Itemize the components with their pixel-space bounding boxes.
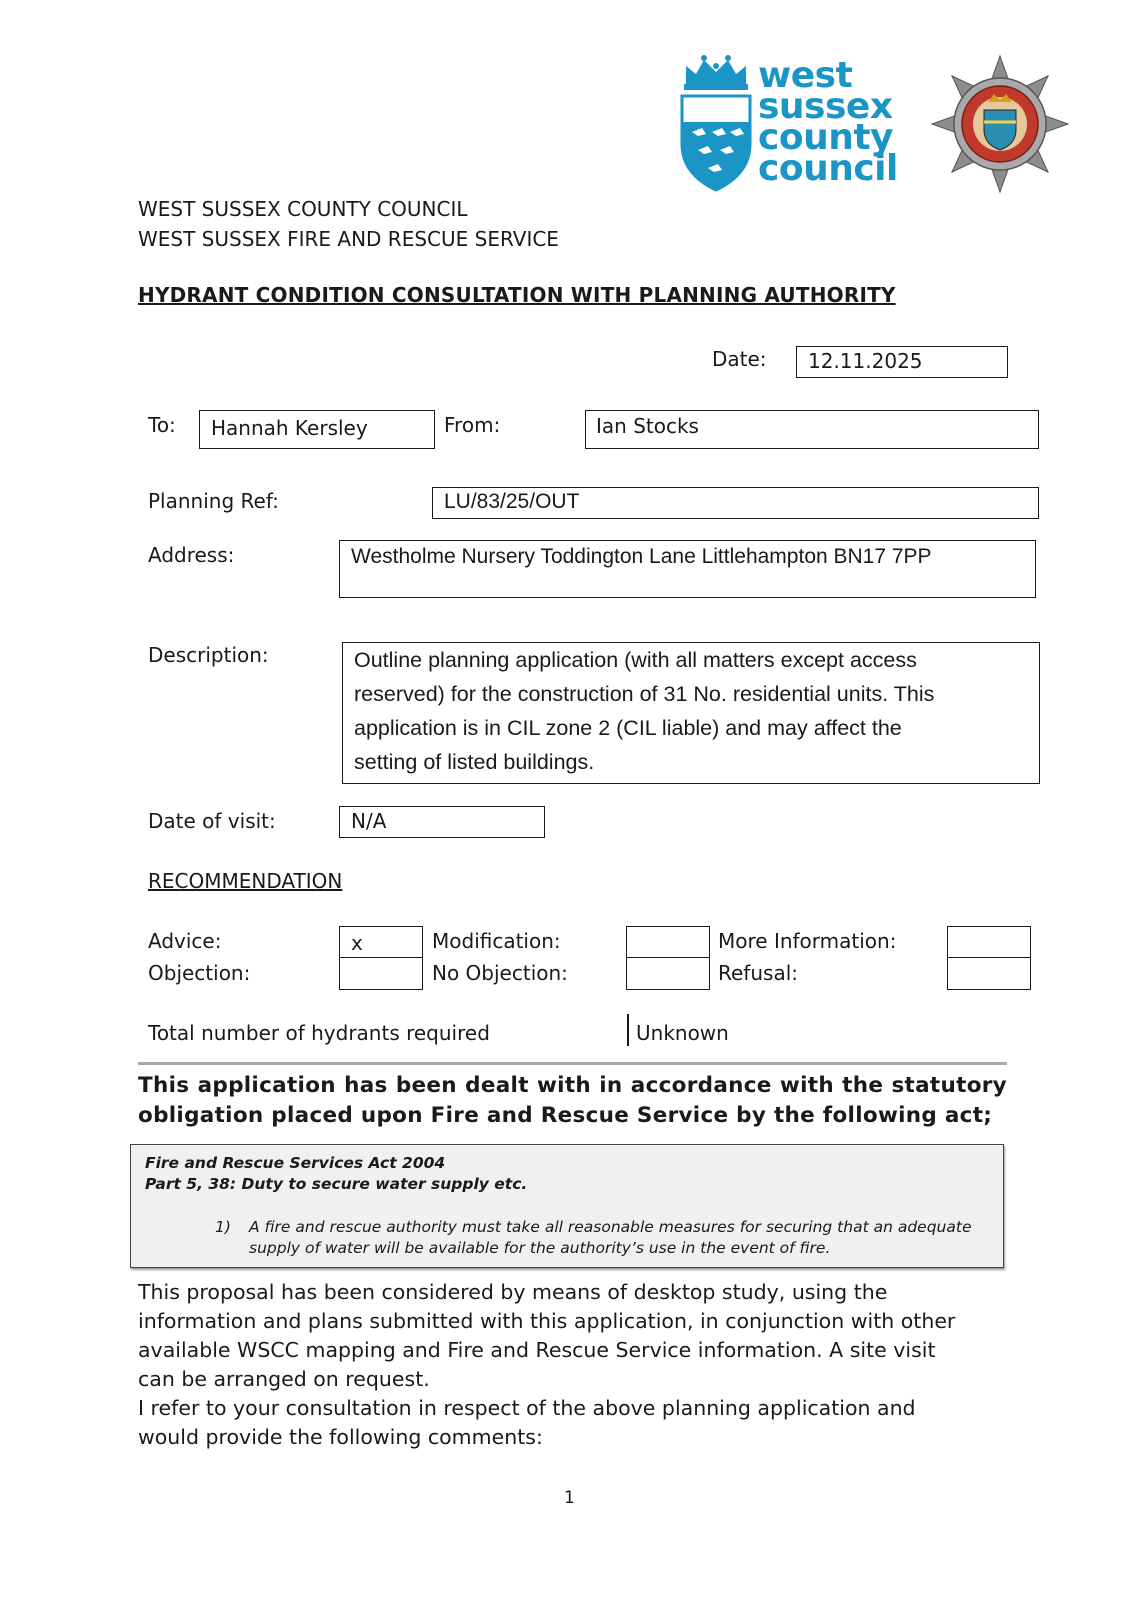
body-line: available WSCC mapping and Fire and Rescue Service information. A site visit: [138, 1338, 936, 1362]
act-title: Fire and Rescue Services Act 2004: [145, 1154, 446, 1172]
planning-ref-value: LU/83/25/OUT: [444, 490, 580, 513]
statutory-statement: [138, 1071, 1007, 1131]
wordmark-line: council: [758, 148, 898, 189]
refusal-checkbox[interactable]: [947, 957, 1031, 990]
wscc-crest-icon: [678, 52, 754, 194]
address-field[interactable]: [339, 540, 1036, 598]
visit-date-value: N/A: [351, 809, 387, 833]
body-line: information and plans submitted with this application, in conjunction with other: [138, 1309, 956, 1333]
body-line: This proposal has been considered by means of desktop study, using the: [138, 1280, 888, 1304]
date-value: 12.11.2025: [808, 349, 923, 373]
wscc-wordmark: [758, 55, 898, 189]
clause-text-line: A fire and rescue authority must take all reasonable measures for securing that an adequate: [249, 1218, 972, 1236]
address-value: Westholme Nursery Toddington Lane Littlehampton BN17 7PP: [351, 545, 932, 568]
more-information-label: More Information:: [718, 929, 897, 953]
modification-checkbox[interactable]: [626, 926, 710, 959]
wordmark-line: west: [758, 55, 853, 96]
more-information-checkbox[interactable]: [947, 926, 1031, 959]
planning-ref-label: Planning Ref:: [148, 489, 279, 513]
body-line: would provide the following comments:: [138, 1425, 543, 1449]
recommendation-heading: RECOMMENDATION: [148, 869, 343, 893]
legislation-box: [130, 1144, 1004, 1268]
hydrants-required-label: Total number of hydrants required: [148, 1021, 490, 1045]
org-name-fire-service: WEST SUSSEX FIRE AND RESCUE SERVICE: [138, 227, 559, 251]
to-label: To:: [148, 413, 176, 437]
clause-text-line: supply of water will be available for the authority’s use in the event of fire.: [249, 1239, 831, 1257]
wordmark-line: sussex: [758, 86, 893, 127]
description-field[interactable]: [342, 642, 1040, 784]
to-field[interactable]: [199, 410, 435, 449]
modification-label: Modification:: [432, 929, 561, 953]
page-number: 1: [564, 1488, 575, 1508]
advice-label: Advice:: [148, 929, 222, 953]
no-objection-checkbox[interactable]: [626, 957, 710, 990]
page-title: HYDRANT CONDITION CONSULTATION WITH PLANNING AUTHORITY: [138, 283, 896, 307]
visit-date-label: Date of visit:: [148, 809, 276, 833]
description-text: [354, 643, 934, 779]
statutory-line: obligation placed upon Fire and Rescue Service by the following act;: [138, 1103, 993, 1128]
hydrants-required-value: Unknown: [636, 1021, 729, 1045]
objection-checkbox[interactable]: [339, 957, 423, 990]
description-line: application is in CIL zone 2 (CIL liable) and may affect the: [354, 716, 902, 740]
from-value: Ian Stocks: [596, 414, 699, 438]
planning-ref-field[interactable]: [432, 487, 1039, 519]
advice-checkbox[interactable]: [339, 926, 423, 959]
from-label: From:: [444, 413, 501, 437]
date-field[interactable]: [796, 346, 1008, 378]
organisation-header: [138, 194, 559, 254]
description-line: setting of listed buildings.: [354, 750, 595, 774]
statutory-line: This application has been dealt with in accordance with the statutory: [138, 1073, 1007, 1098]
advice-mark: x: [351, 931, 363, 955]
wordmark-line: county: [758, 117, 894, 158]
no-objection-label: No Objection:: [432, 961, 568, 985]
from-field[interactable]: [585, 410, 1039, 449]
to-value: Hannah Kersley: [211, 416, 368, 440]
wscc-logo: [678, 52, 898, 194]
body-line: I refer to your consultation in respect of the above planning application and: [138, 1396, 916, 1420]
act-section: Part 5, 38: Duty to secure water supply etc.: [145, 1175, 528, 1193]
fire-rescue-badge-icon: [930, 54, 1070, 194]
description-line: Outline planning application (with all matters except access: [354, 648, 917, 672]
body-line: can be arranged on request.: [138, 1367, 430, 1391]
org-name-council: WEST SUSSEX COUNTY COUNCIL: [138, 197, 468, 221]
objection-label: Objection:: [148, 961, 251, 985]
address-label: Address:: [148, 543, 235, 567]
clause-number: 1): [215, 1218, 231, 1236]
visit-date-field[interactable]: [339, 806, 545, 838]
refusal-label: Refusal:: [718, 961, 798, 985]
section-divider: [138, 1062, 1007, 1065]
description-label: Description:: [148, 643, 269, 667]
description-line: reserved) for the construction of 31 No. residential units. This: [354, 682, 935, 706]
body-text: [138, 1278, 955, 1452]
hydrants-divider: [627, 1014, 629, 1046]
date-label: Date:: [712, 347, 767, 371]
